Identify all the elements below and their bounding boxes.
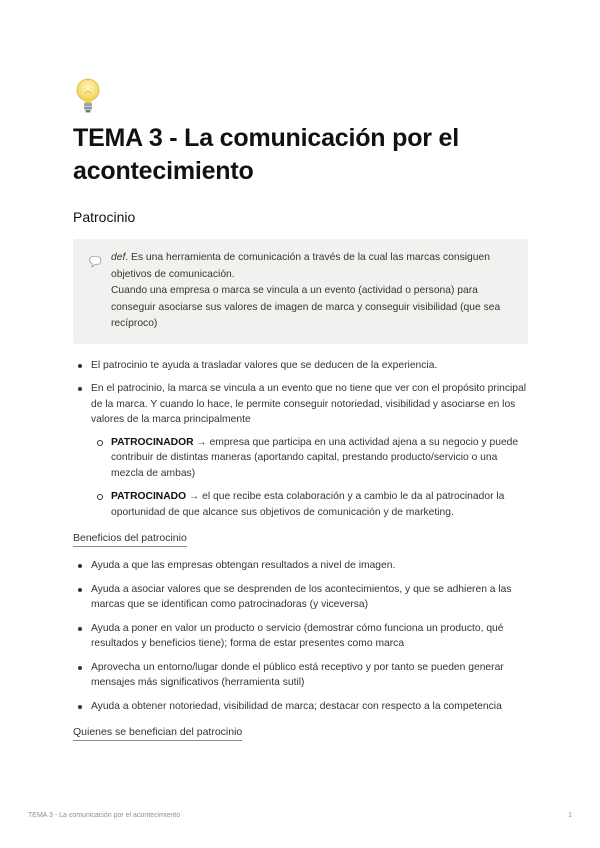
term-definition: → empresa que participa en una actividad ajena a su negocio y puede contribuir de distintas maneras (aportando capital, prestando producto/servicio o una mezcla de ambas) — [111, 436, 519, 479]
callout-line-2: Cuando una empresa o marca se vincula a un evento (actividad o persona) para conseguir asociarse sus valores de imagen de marca y conseguir visibilidad (que sea recíproco) — [111, 285, 501, 329]
lightbulb-icon — [73, 76, 103, 116]
callout-definition: . Es una herramienta de comunicación a través de la cual las marcas consiguen objetivos de comunicación. — [111, 252, 490, 280]
list-item: Aprovecha un entorno/lugar donde el público está receptivo y por tanto se pueden generar mensajes más significativos (herramienta sutil) — [73, 660, 528, 691]
patrocinio-list — [73, 358, 528, 521]
sub-list-item — [91, 435, 528, 482]
callout-line-1 — [111, 250, 516, 283]
list-item: Ayuda a obtener notoriedad, visibilidad de marca; destacar con respecto a la competencia — [73, 699, 528, 715]
callout-text — [111, 250, 516, 333]
footer-title: TEMA 3 - La comunicación por el acontecimiento — [28, 812, 181, 819]
list-item: Ayuda a asociar valores que se desprenden de los acontecimientos, y que se adhieren a las marcas que se identifican como patrocinadoras (y viceversa) — [73, 582, 528, 613]
section-heading-patrocinio: Patrocinio — [73, 209, 136, 225]
document-page — [73, 76, 528, 741]
list-item — [73, 381, 528, 520]
section-heading-beneficios[interactable]: Beneficios del patrocinio — [73, 531, 187, 547]
list-item-text: En el patrocinio, la marca se vincula a un evento que no tiene que ver con el propósito principal de la marca. Y cuando lo hace, le permite conseguir notoriedad, visibilidad y asociarse en los valores de la marca principalmente — [91, 383, 527, 425]
sub-list — [91, 435, 528, 521]
term-patrocinado: PATROCINADO — [111, 491, 187, 502]
definition-callout — [73, 239, 528, 344]
term-patrocinador: PATROCINADOR — [111, 436, 194, 448]
page-number: 1 — [568, 812, 572, 819]
list-item: Ayuda a poner en valor un producto o servicio (demostrar cómo funciona un producto, qué resultados y beneficios tiene); forma de estar presentes como marca — [73, 621, 528, 652]
term-definition: → el que recibe esta colaboración y a cambio le da al patrocinador la oportunidad de que alcance sus objetivos de comunicación y de marketing. — [111, 491, 505, 518]
list-item: El patrocinio te ayuda a trasladar valores que se deducen de la experiencia. — [73, 358, 528, 374]
sub-list-item — [91, 489, 528, 520]
def-label: def — [111, 252, 126, 263]
list-item: Ayuda a que las empresas obtengan resultados a nivel de imagen. — [73, 558, 528, 574]
speech-bubble-icon — [87, 254, 103, 270]
page-title: TEMA 3 - La comunicación por el acontecimiento — [73, 124, 459, 185]
section-heading-quienes[interactable]: Quienes se benefician del patrocinio — [73, 725, 242, 741]
benefits-list — [73, 558, 528, 714]
